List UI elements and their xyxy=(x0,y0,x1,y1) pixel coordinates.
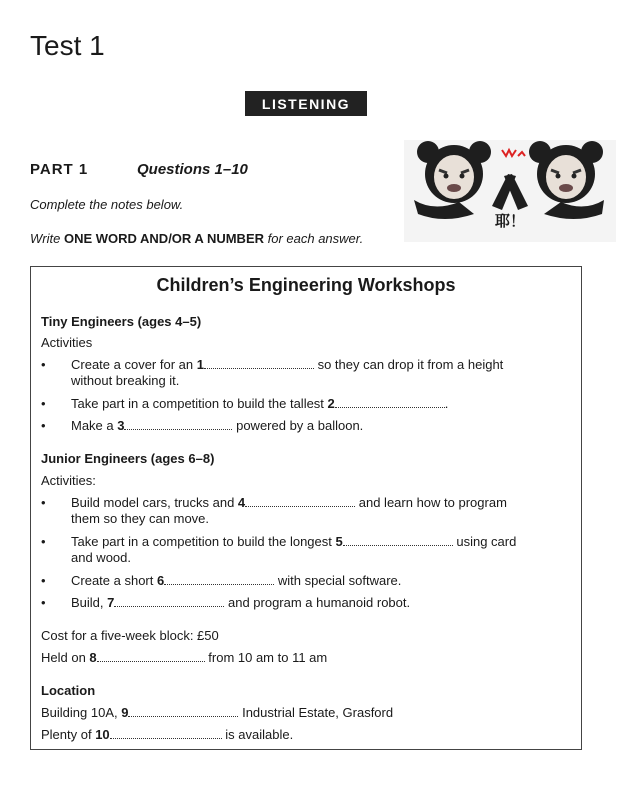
bullet-icon: • xyxy=(41,595,46,610)
text: with special software. xyxy=(274,573,402,588)
question-number: 5 xyxy=(335,534,343,549)
question-number: 2 xyxy=(327,396,335,411)
text: Building 10A, xyxy=(41,705,122,720)
section-label: LISTENING xyxy=(245,91,367,116)
text: Plenty of xyxy=(41,727,96,742)
tiny-item-2 xyxy=(71,396,448,412)
text: Create a short xyxy=(71,573,157,588)
instruction-2-post: for each answer. xyxy=(264,231,364,246)
tiny-item-3 xyxy=(71,418,363,434)
answer-blank-5[interactable] xyxy=(343,535,453,546)
instruction-1: Complete the notes below. xyxy=(30,197,184,212)
location-line-2 xyxy=(41,727,293,742)
junior-item-1 xyxy=(71,495,507,527)
part-label: PART 1 xyxy=(30,161,89,178)
question-number: 4 xyxy=(237,495,246,510)
bullet-icon: • xyxy=(41,534,46,549)
answer-blank-7[interactable] xyxy=(114,596,224,607)
text: Industrial Estate, Grasford xyxy=(238,705,394,720)
text: and program a humanoid robot. xyxy=(224,595,411,610)
answer-blank-8[interactable] xyxy=(97,651,205,662)
notes-title: Children’s Engineering Workshops xyxy=(156,275,456,295)
text: Build, xyxy=(71,595,108,610)
bullet-icon: • xyxy=(41,418,46,433)
instruction-2-bold: ONE WORD AND/OR A NUMBER xyxy=(63,231,264,246)
bullet-icon: • xyxy=(41,357,46,372)
text: is available. xyxy=(221,727,294,742)
junior-activities-label: Activities: xyxy=(41,473,96,488)
answer-blank-2[interactable] xyxy=(335,397,445,408)
bullet-icon: • xyxy=(41,573,46,588)
text: using card xyxy=(452,534,517,549)
text: powered by a balloon. xyxy=(232,418,364,433)
answer-blank-4[interactable] xyxy=(245,496,355,507)
bullet-icon: • xyxy=(41,495,46,510)
held-line xyxy=(41,650,327,665)
tiny-item-1 xyxy=(71,357,503,389)
instruction-2 xyxy=(30,231,363,246)
answer-blank-1[interactable] xyxy=(204,358,314,369)
question-number: 1 xyxy=(196,357,204,372)
text: and wood. xyxy=(71,550,131,565)
text: from 10 am to 11 am xyxy=(204,650,328,665)
meme-caption: 耶！ xyxy=(494,213,525,230)
text: Take part in a competition to build the tallest xyxy=(71,396,328,411)
answer-blank-6[interactable] xyxy=(164,574,274,585)
question-number: 6 xyxy=(157,573,165,588)
bullet-icon: • xyxy=(41,396,46,411)
questions-label: Questions 1–10 xyxy=(137,161,248,178)
instruction-2-pre: Write xyxy=(30,231,64,246)
question-number: 7 xyxy=(107,595,115,610)
test-title: Test 1 xyxy=(30,30,105,61)
text: . xyxy=(444,396,449,411)
notes-box xyxy=(30,266,582,750)
location-heading: Location xyxy=(41,683,96,698)
text: and learn how to program xyxy=(355,495,507,510)
question-number: 10 xyxy=(95,727,110,742)
cost-line: Cost for a five-week block: £50 xyxy=(41,628,219,643)
text: Make a xyxy=(71,418,118,433)
question-number: 3 xyxy=(117,418,125,433)
junior-item-4 xyxy=(71,595,410,611)
junior-item-2 xyxy=(71,534,516,566)
text: without breaking it. xyxy=(71,373,180,388)
text: Create a cover for an xyxy=(71,357,197,372)
location-line-1 xyxy=(41,705,393,720)
junior-item-3 xyxy=(71,573,401,589)
text: Build model cars, trucks and xyxy=(71,495,238,510)
answer-blank-9[interactable] xyxy=(128,706,238,717)
junior-engineers-heading: Junior Engineers (ages 6–8) xyxy=(41,451,215,466)
answer-blank-10[interactable] xyxy=(110,728,222,739)
tiny-engineers-heading: Tiny Engineers (ages 4–5) xyxy=(41,314,202,329)
question-number: 9 xyxy=(121,705,129,720)
answer-blank-3[interactable] xyxy=(124,419,232,430)
panda-meme-image xyxy=(404,140,616,242)
tiny-activities-label: Activities xyxy=(41,335,93,350)
text: them so they can move. xyxy=(71,511,210,526)
question-number: 8 xyxy=(89,650,97,665)
text: so they can drop it from a height xyxy=(313,357,504,372)
text: Held on xyxy=(41,650,90,665)
text: Take part in a competition to build the longest xyxy=(71,534,336,549)
